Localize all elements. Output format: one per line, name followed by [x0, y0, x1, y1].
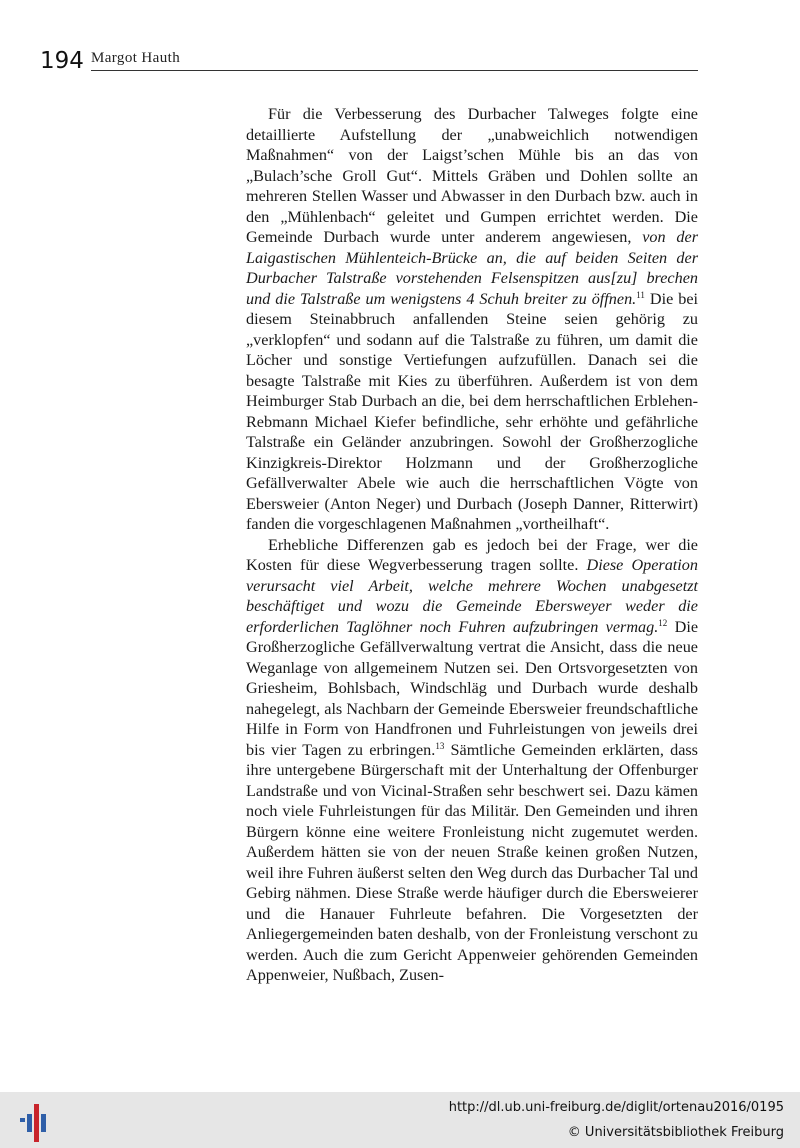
paragraph-1 [246, 104, 698, 535]
paragraph-1-text-a: Für die Verbesserung des Durbacher Talweges folgte eine detaillierte Aufstellung der „unabweichlich notwendigen Maßnahmen“ von der Laigst’schen Mühle bis an das von „Bulach’sche Groll Gut“. Mittels Gräben und Dohlen sollte an mehreren Stellen Wasser und Abwasser in den Durbach bzw. auch in den „Mühlenbach“ geleitet und Gumpen errichtet werden. Die Gemeinde Durbach wurde unter anderem angewiesen, [246, 105, 698, 246]
footer-bar [0, 1092, 800, 1148]
source-url-link[interactable]: http://dl.ub.uni-freiburg.de/diglit/ortenau2016/0195 [448, 1100, 784, 1115]
copyright-notice: © Universitätsbibliothek Freiburg [567, 1125, 784, 1140]
body-text [246, 104, 698, 986]
ub-freiburg-logo-icon [18, 1100, 50, 1144]
footnote-ref-13[interactable]: 13 [435, 740, 445, 751]
running-head [40, 46, 698, 72]
paragraph-2-text-c: Sämtliche Gemeinden erklärten, dass ihre untergebene Bürgerschaft mit der Unterhaltung der Offenburger Landstraße und von Vicinal-Straßen sehr beschwert sei. Dazu kämen noch viele Fuhrleistungen für das Militär. Den Gemeinden und ihren Bürgern könne eine weitere Fronleistung nicht zugemutet werden. Außerdem hätten sie von der neuen Straße keinen großen Nutzen, weil ihre Fuhren äußerst selten den Weg durch das Durbacher Tal und Gebirg nähmen. Diese Straße werde häufiger durch die Ebersweierer und die Hanauer Fuhrleute befahren. Die Vorgesetzten der Anliegergemeinden baten deshalb, von der Fronleistung verschont zu werden. Auch die zum Gericht Appenweier gehörenden Gemeinden Appenweier, Nußbach, Zusen- [246, 740, 698, 984]
paragraph-2-text-a: Erhebliche Differenzen gab es jedoch bei der Frage, wer die Kosten für diese Wegverbesserung tragen sollte. [246, 535, 698, 574]
footnote-ref-12[interactable]: 12 [658, 617, 668, 628]
paragraph-1-quote: von der Laigastischen Mühlenteich-Brücke an, die auf beiden Seiten der Durbacher Talstraße vorstehenden Felsenspitzen aus[zu] brechen und die Talstraße um wenigstens 4 Schuh breiter zu öffnen. [246, 228, 698, 308]
paragraph-1-text-b: Die bei diesem Steinabbruch anfallenden Steine seien gehörig zu „verklopfen“ und sodann auf die Talstraße zu führen, um damit die Löcher und sonstige Vertiefungen aufzufüllen. Danach sei die besagte Talstraße mit Kies zu überführen. Außerdem ist von dem Heimburger Stab Durbach an die, bei dem herrschaftlichen Erblehen-Rebmann Michael Kiefer befindliche, sehr erhöhte und gefährliche Talstraße ein Geländer anzubringen. Sowohl der Großherzogliche Kinzigkreis-Direktor Holzmann und der Großherzogliche Gefällverwalter Abele wie auch die herrschaftlichen Vögte von Ebersweier (Anton Neger) und Durbach (Joseph Danner, Ritterwirt) fanden die vorgeschlagenen Maßnahmen „vortheilhaft“. [246, 289, 699, 533]
paragraph-2-text-b: Die Großherzogliche Gefällverwaltung vertrat die Ansicht, dass die neue Weganlage von allgemeinem Nutzen sei. Den Ortsvorgesetzten von Griesheim, Bohlsbach, Windschläg und Durbach wurde deshalb nahegelegt, als Nachbarn der Gemeinde Ebersweier freundschaftliche Hilfe in Form von Handfronen und Fuhrleistungen von jeweils drei bis vier Tagen zu erbringen. [246, 617, 699, 759]
footnote-ref-11[interactable]: 11 [636, 289, 645, 300]
running-head-author: Margot Hauth [91, 50, 181, 66]
page-number: 194 [40, 48, 84, 74]
paragraph-2 [246, 535, 698, 986]
header-rule [91, 70, 698, 71]
paragraph-2-quote: Diese Operation verursacht viel Arbeit, welche mehrere Wochen unabgesetzt beschäftiget und wozu die Gemeinde Ebersweyer weder die erforderlichen Taglöhner noch Fuhren aufzubringen vermag. [246, 556, 698, 636]
